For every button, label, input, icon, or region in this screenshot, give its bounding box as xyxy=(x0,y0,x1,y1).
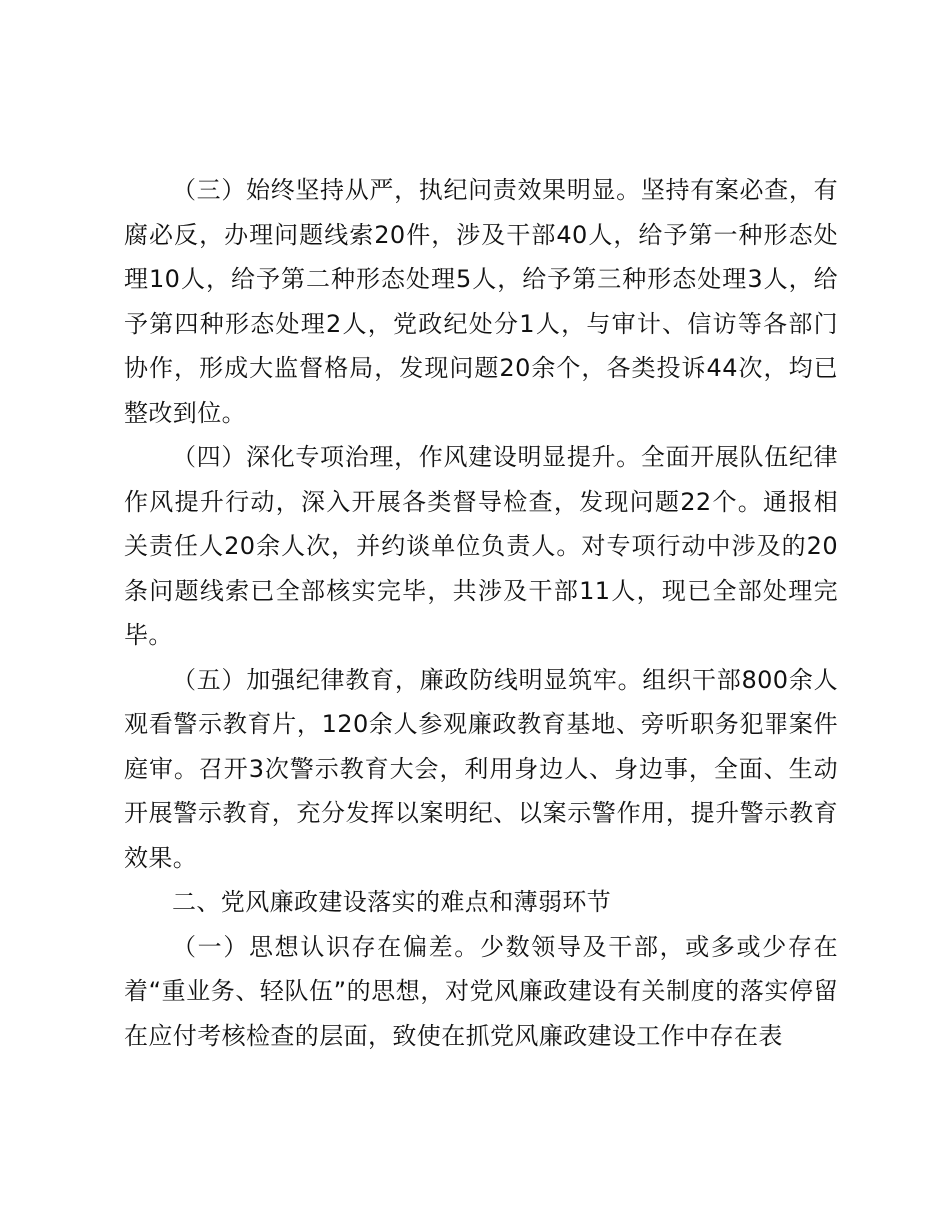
paragraph-section-3: （三）始终坚持从严，执纪问责效果明显。坚持有案必查，有腐必反，办理问题线索20件，涉及干部40人，给予第一种形态处理10人，给予第二种形态处理5人，给予第三种形态处理3人，给予第四种形态处理2人，党政纪处分1人，与审计、信访等各部门协作，形成大监督格局，发现问题20余个，各类投诉44次，均已整改到位。 xyxy=(124,176,838,427)
paragraph-section-5: （五）加强纪律教育，廉政防线明显筑牢。组织干部800余人观看警示教育片，120余人参观廉政教育基地、旁听职务犯罪案件庭审。召开3次警示教育大会，利用身边人、身边事，全面、生动开展警示教育，充分发挥以案明纪、以案示警作用，提升警示教育效果。 xyxy=(124,665,838,872)
section-heading-2: 二、党风廉政建设落实的难点和薄弱环节 xyxy=(172,888,612,916)
document-body xyxy=(124,168,838,1058)
paragraph-section-4: （四）深化专项治理，作风建设明显提升。全面开展队伍纪律作风提升行动，深入开展各类督导检查，发现问题22个。通报相关责任人20余人次，并约谈单位负责人。对专项行动中涉及的20条问题线索已全部核实完毕，共涉及干部11人，现已全部处理完毕。 xyxy=(124,443,838,649)
paragraph-subsection-1: （一）思想认识存在偏差。少数领导及干部，或多或少存在着“重业务、轻队伍”的思想，对党风廉政建设有关制度的落实停留在应付考核检查的层面，致使在抓党风廉政建设工作中存在表 xyxy=(124,932,838,1050)
